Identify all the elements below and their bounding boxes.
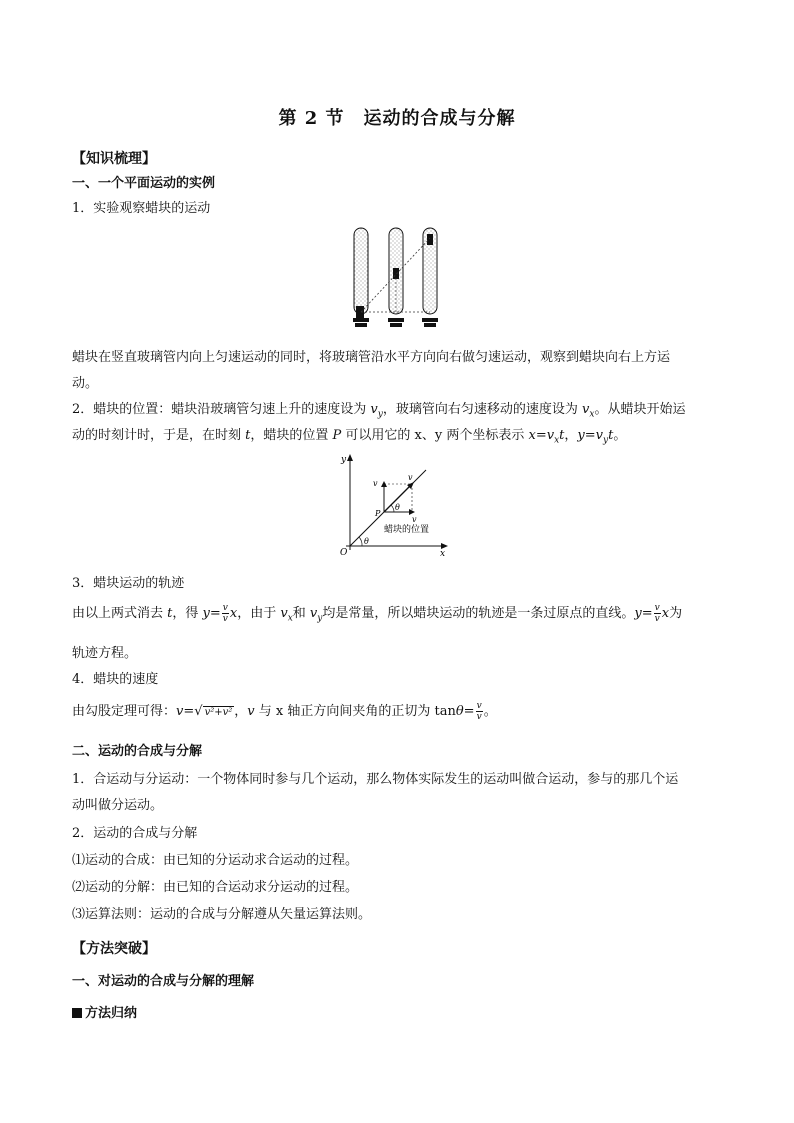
sqrt-sign: √ [194, 704, 203, 719]
theta-label-origin: θ [364, 537, 369, 546]
fraction-vy-vx [222, 603, 229, 624]
subsection-1-4: 4．蜡块的速度 [72, 672, 159, 687]
position-diagram [338, 452, 450, 556]
subscript-y: y [317, 613, 323, 624]
symbol-t: t [559, 428, 565, 443]
theta-label-p: θ [395, 503, 400, 512]
section-3-title: 一、对运动的合成与分解的理解 [72, 974, 255, 989]
page-title: 第 2 节 运动的合成与分解 [278, 108, 516, 129]
section-1-title: 一、一个平面运动的实例 [72, 176, 216, 191]
list-item-2-2-3: ⑶运算法则：运动的合成与分解遵从矢量运算法则。 [72, 907, 372, 922]
symbol-v: v [582, 402, 590, 417]
fraction-vy-vx [476, 701, 483, 722]
subscript-x: x [287, 613, 293, 624]
fraction-vy-vx [654, 603, 661, 624]
square-bullet-icon [72, 1008, 82, 1018]
list-item-2-2-1: ⑴运动的合成：由已知的分运动求合运动的过程。 [72, 853, 359, 868]
paragraph-3-line-2: 轨迹方程。 [72, 646, 138, 661]
equation-y: y= [202, 606, 221, 621]
symbol-t: t [167, 606, 173, 621]
v-label: v [408, 473, 413, 482]
paragraph-1-line-2: 动。 [72, 376, 99, 391]
subsection-2-1-line-2: 动叫做分运动。 [72, 798, 164, 813]
symbol-v: v [247, 704, 255, 719]
text-span: 2．蜡块的位置：蜡块沿玻璃管匀速上升的速度设为 [72, 402, 371, 417]
text-span: ，蜡块的位置 [250, 428, 333, 443]
text-span: 动的时刻计时，于是，在时刻 [72, 428, 246, 443]
subsection-2-2: 2．运动的合成与分解 [72, 826, 198, 841]
text-span: 为 [669, 606, 683, 621]
x-axis-label: x [440, 549, 446, 556]
text-span: ， [564, 428, 578, 443]
text-span: ，得 [172, 606, 203, 621]
subsection-1-2-line-2 [72, 424, 626, 446]
symbol-theta: θ= [455, 704, 475, 719]
figure-caption: 蜡块的位置 [384, 525, 430, 535]
sqrt-radicand: v²+v² [204, 706, 233, 718]
symbol-v: v [370, 402, 378, 417]
fraction-denominator: v [222, 614, 228, 624]
subsection-2-1-line-1: 1．合运动与分运动：一个物体同时参与几个运动，那么物体实际发生的运动叫做合运动，参与的那几个运 [72, 772, 679, 787]
text-span: 均是常量，所以蜡块运动的轨迹是一条过原点的直线。 [322, 606, 635, 621]
subscript-y: y [377, 409, 383, 420]
symbol-x: x [229, 606, 238, 621]
equation-y: y= [634, 606, 653, 621]
paragraph-4 [72, 700, 497, 722]
paragraph-3-line-1 [72, 602, 682, 624]
text-span: 由勾股定理可得： [72, 704, 177, 719]
subscript-x: x [589, 409, 595, 420]
symbol-v: v [280, 606, 288, 621]
text-span: 。 [483, 704, 497, 719]
vy-label: v [373, 479, 378, 488]
fraction-denominator: v [654, 614, 660, 624]
subsection-1-2-line-1 [72, 398, 685, 420]
glass-tube-figure [346, 226, 446, 330]
fraction-numerator: v [476, 701, 482, 711]
method-subheading-label: 方法归纳 [85, 1006, 138, 1021]
text-span: ，由于 [237, 606, 281, 621]
fraction-denominator: v [476, 712, 482, 722]
paragraph-1-line-1: 蜡块在竖直玻璃管内向上匀速运动的同时，将玻璃管沿水平方向向右做匀速运动，观察到蜡块向右上方运 [72, 350, 671, 365]
subsection-1-1: 1．实验观察蜡块的运动 [72, 201, 211, 216]
text-span: 由以上两式消去 [72, 606, 168, 621]
subscript-y: y [602, 435, 609, 446]
text-span: ， [234, 704, 248, 719]
knowledge-header: 【知识梳理】 [72, 151, 156, 167]
symbol-x: x [661, 606, 670, 621]
text-span: 可以用它的 x、y 两个坐标表示 [341, 428, 529, 443]
fraction-numerator: v [654, 603, 660, 613]
subscript-x: x [554, 435, 560, 446]
list-item-2-2-2: ⑵运动的分解：由已知的合运动求分运动的过程。 [72, 880, 359, 895]
fraction-numerator: v [222, 603, 228, 613]
text-span: 和 [292, 606, 310, 621]
symbol-t: t [608, 428, 614, 443]
subsection-1-3: 3．蜡块运动的轨迹 [72, 576, 185, 591]
equation-x: x=v [528, 428, 555, 443]
section-2-title: 二、运动的合成与分解 [72, 744, 203, 759]
y-axis-label: y [341, 455, 347, 465]
text-span: 。 [613, 428, 627, 443]
symbol-t: t [245, 428, 251, 443]
method-header: 【方法突破】 [72, 941, 156, 957]
p-label: P [375, 509, 381, 518]
method-subheading [72, 1002, 137, 1021]
origin-label: O [340, 548, 348, 556]
equation-y: y=v [577, 428, 603, 443]
symbol-v: v [309, 606, 318, 621]
text-span: 。从蜡块开始运 [594, 402, 686, 417]
symbol-P: P [332, 428, 342, 443]
text-span: ，玻璃管向右匀速移动的速度设为 [382, 402, 582, 417]
vx-label: v [412, 515, 417, 524]
text-span: 与 x 轴正方向间夹角的正切为 tan [254, 704, 456, 719]
equation-v: v= [176, 704, 195, 719]
